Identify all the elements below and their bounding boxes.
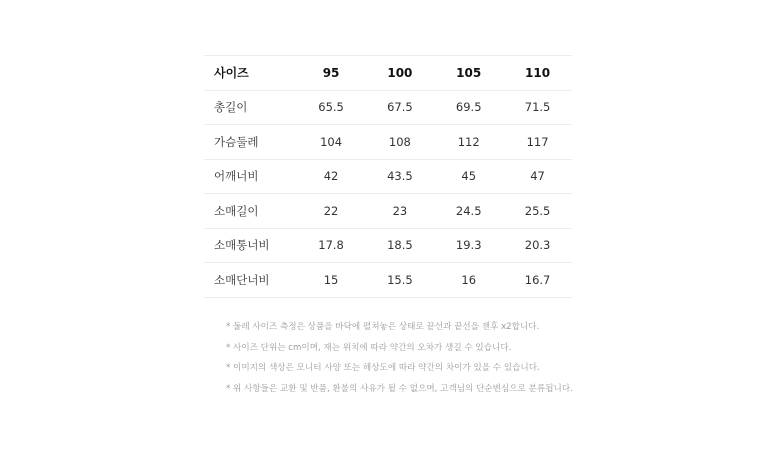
table-row-sleeve-width — [204, 228, 572, 263]
row-label: 총길이 — [214, 100, 248, 115]
table-row-cuff-width — [204, 263, 572, 298]
table-cell: 15.5 — [387, 272, 413, 287]
table-cell: 15 — [323, 272, 339, 287]
note-item: * 위 사항들은 교환 및 반품, 환불의 사유가 될 수 없으며, 고객님의 단순변심으로 분류됩니다. — [226, 383, 573, 394]
size-header-110: 110 — [525, 65, 551, 80]
table-row-shoulder — [204, 159, 572, 194]
table-cell: 112 — [457, 134, 480, 149]
size-header-100: 100 — [387, 65, 413, 80]
note-item: * 둘레 사이즈 측정은 상품을 바닥에 펼쳐놓은 상태로 끝선과 끝선을 잰후 x2합니다. — [226, 322, 540, 332]
table-cell: 69.5 — [455, 100, 482, 115]
table-cell: 43.5 — [387, 169, 413, 184]
table-cell: 22 — [323, 203, 339, 218]
table-cell: 104 — [320, 134, 343, 149]
table-cell: 19.3 — [455, 238, 482, 253]
row-label: 가슴둘레 — [214, 134, 259, 149]
row-label: 소매길이 — [214, 203, 259, 218]
size-header-105: 105 — [456, 65, 482, 80]
table-cell: 65.5 — [318, 100, 344, 115]
row-label: 소매통너비 — [214, 238, 270, 253]
table-cell: 45 — [461, 169, 477, 184]
table-row-chest — [204, 125, 572, 160]
size-header-row — [204, 56, 572, 91]
size-chart-table — [204, 55, 572, 298]
note-item: * 이미지의 색상은 모니터 사양 또는 해상도에 따라 약간의 차이가 있을 수 있습니다. — [226, 363, 540, 373]
table-cell: 42 — [323, 169, 339, 184]
table-cell: 18.5 — [387, 238, 413, 253]
table-row-sleeve-length — [204, 194, 572, 229]
table-cell: 67.5 — [387, 100, 413, 115]
size-notes — [226, 317, 573, 399]
table-cell: 17.8 — [318, 238, 344, 253]
table-cell: 20.3 — [524, 238, 551, 253]
note-item: * 사이즈 단위는 cm이며, 재는 위치에 따라 약간의 오차가 생길 수 있습니다. — [226, 342, 512, 353]
table-cell: 47 — [530, 169, 545, 184]
table-cell: 16 — [461, 272, 477, 287]
table-cell: 71.5 — [524, 100, 551, 115]
table-row-total-length — [204, 90, 572, 125]
row-label: 소매단너비 — [214, 272, 270, 287]
row-label: 어깨너비 — [214, 169, 259, 184]
table-cell: 25.5 — [524, 203, 551, 218]
table-cell: 24.5 — [455, 203, 482, 218]
table-cell: 23 — [392, 203, 408, 218]
table-cell: 108 — [388, 134, 411, 149]
size-header-label: 사이즈 — [214, 66, 249, 81]
table-cell: 117 — [526, 134, 549, 149]
table-cell: 16.7 — [524, 272, 551, 287]
size-header-95: 95 — [322, 65, 340, 80]
